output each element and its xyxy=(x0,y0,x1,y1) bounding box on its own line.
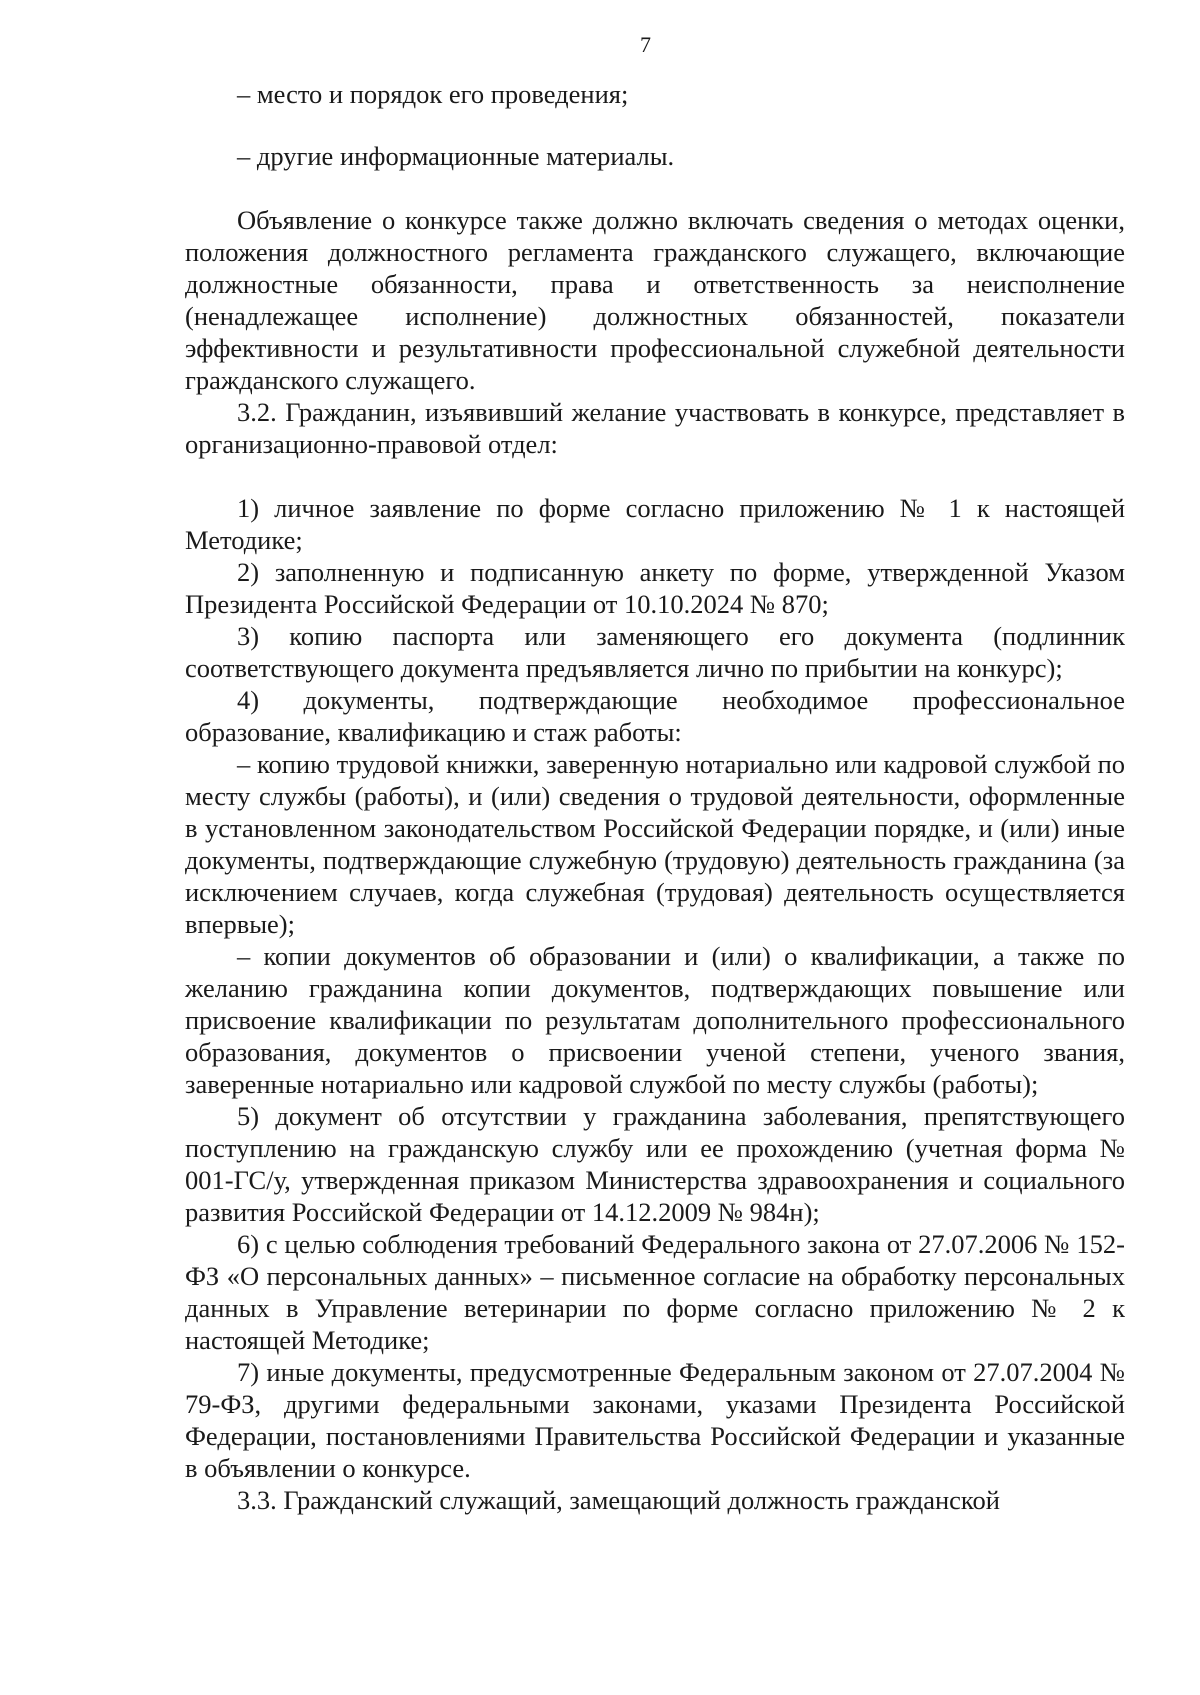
list-item-2: 2) заполненную и подписанную анкету по форме, утвержденной Указом Президента Российской Федерации от 10.10.2024 № 870; xyxy=(185,557,1125,619)
paragraph-announcement: Объявление о конкурсе также должно включать сведения о методах оценки, положения должностного регламента гражданского служащего, включающие должностные обязанности, права и ответственность за неисполнение (ненадлежащее исполнение) должностных обязанностей, показатели эффективности и результативности профессиональной служебной деятельности гражданского служащего. xyxy=(185,205,1125,395)
list-item-3: 3) копию паспорта или заменяющего его документа (подлинник соответствующего документа предъявляется лично по прибытии на конкурс); xyxy=(185,621,1125,683)
list-item-7: 7) иные документы, предусмотренные Федеральным законом от 27.07.2004 № 79-ФЗ, другими федеральными законами, указами Президента Российской Федерации, постановлениями Правительства Российской Федерации и указанные в объявлении о конкурсе. xyxy=(185,1357,1125,1483)
document-body xyxy=(185,78,1125,1516)
list-item-4-sub-b: – копии документов об образовании и (или) о квалификации, а также по желанию гражданина копии документов, подтверждающих повышение или присвоение квалификации по результатам дополнительного профессионального образования, документов о присвоении ученой степени, ученого звания, заверенные нотариально или кадровой службой по месту службы (работы); xyxy=(185,941,1125,1099)
paragraph-3-3: 3.3. Гражданский служащий, замещающий должность гражданской xyxy=(237,1485,1000,1515)
list-item-4: 4) документы, подтверждающие необходимое профессиональное образование, квалификацию и стаж работы: xyxy=(185,685,1125,747)
list-item-other-materials: – другие информационные материалы. xyxy=(237,141,675,171)
list-item-4-sub-a: – копию трудовой книжки, заверенную нотариально или кадровой службой по месту службы (работы), и (или) сведения о трудовой деятельности, оформленные в установленном законодательством Российской Федерации порядке, и (или) иные документы, подтверждающие служебную (трудовую) деятельность гражданина (за исключением случаев, когда служебная (трудовая) деятельность осуществляется впервые); xyxy=(185,749,1125,939)
list-item-1: 1) личное заявление по форме согласно приложению № 1 к настоящей Методике; xyxy=(185,493,1125,555)
page-number: 7 xyxy=(640,32,651,57)
list-item-5: 5) документ об отсутствии у гражданина заболевания, препятствующего поступлению на гражданскую службу или ее прохождению (учетная форма № 001-ГС/у, утвержденная приказом Министерства здравоохранения и социального развития Российской Федерации от 14.12.2009 № 984н); xyxy=(185,1101,1125,1227)
list-item-venue: – место и порядок его проведения; xyxy=(237,79,629,109)
paragraph-3-2: 3.2. Гражданин, изъявивший желание участвовать в конкурсе, представляет в организационно-правовой отдел: xyxy=(185,397,1125,459)
list-item-6: 6) с целью соблюдения требований Федерального закона от 27.07.2006 № 152-ФЗ «О персональных данных» – письменное согласие на обработку персональных данных в Управление ветеринарии по форме согласно приложению № 2 к настоящей Методике; xyxy=(185,1229,1125,1355)
